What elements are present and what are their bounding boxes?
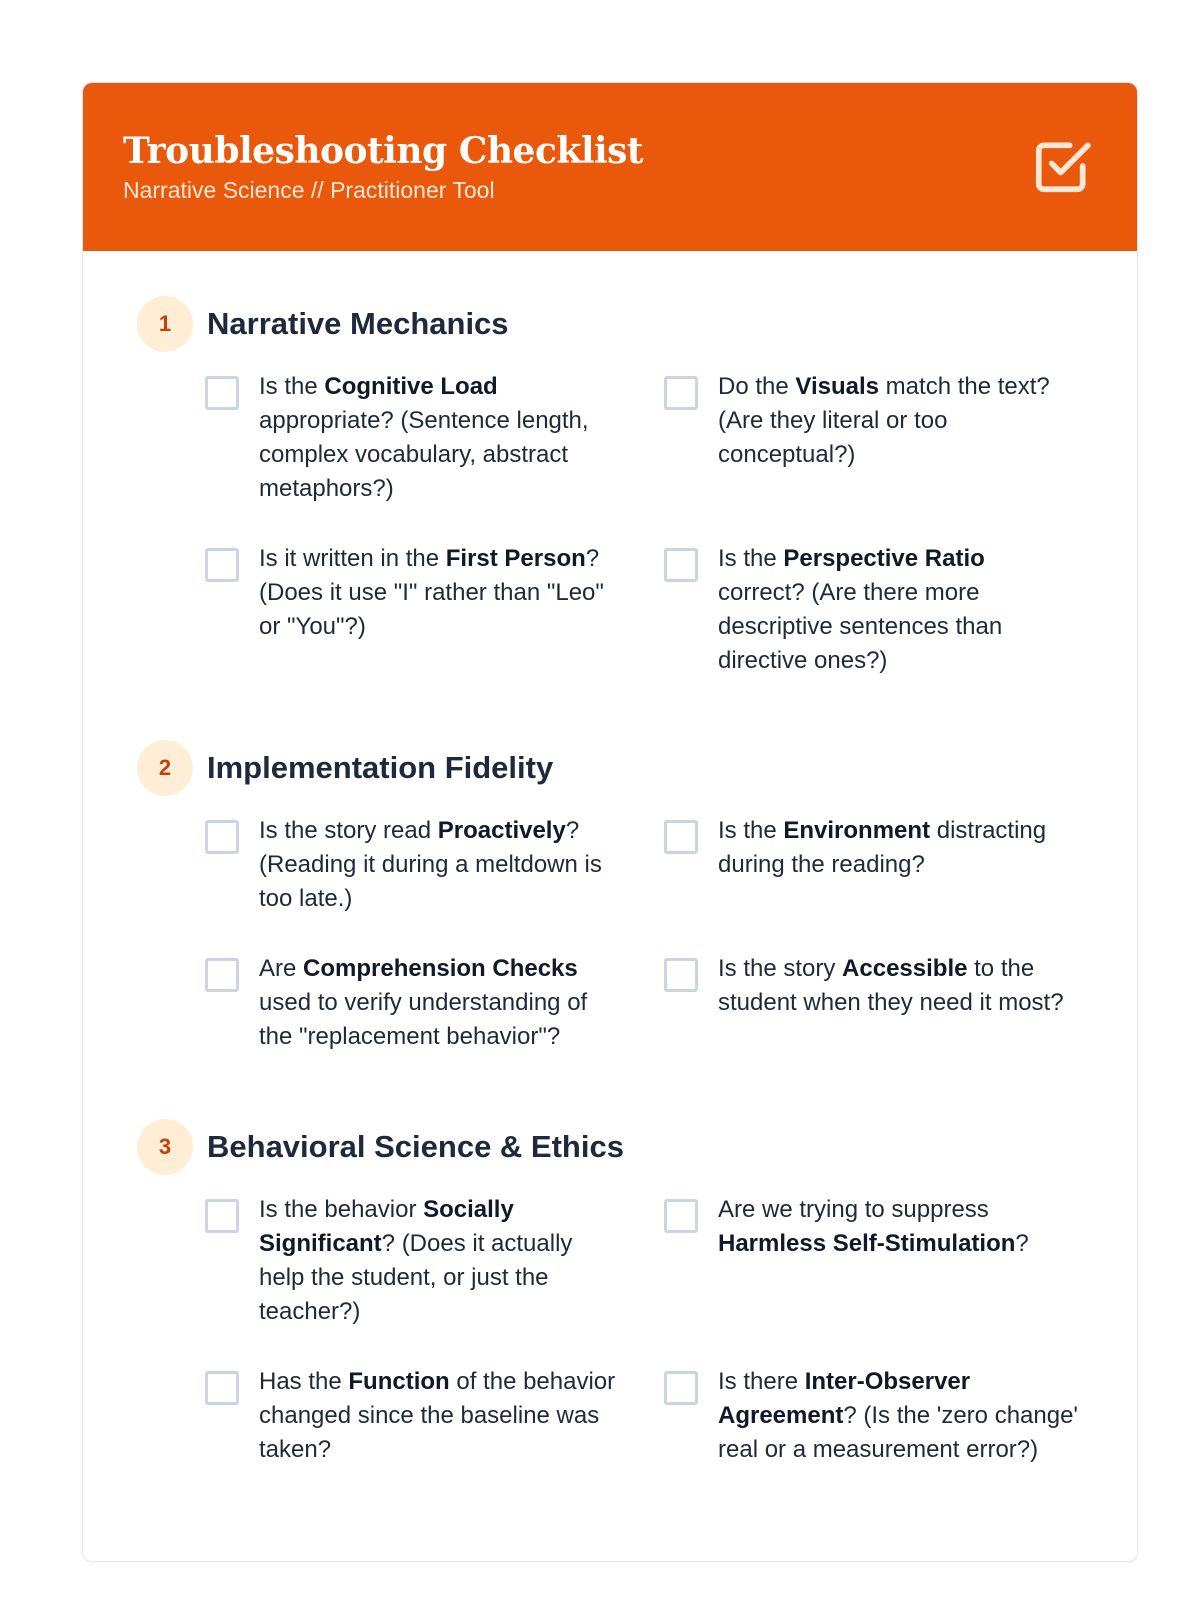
- checklist-item-text: Is the Environment distracting during the reading?: [718, 817, 1047, 878]
- checkbox[interactable]: [664, 376, 698, 410]
- checklist-item-text: Is the story Accessible to the student when they need it most?: [718, 955, 1064, 1016]
- section-behavioral-science-ethics: [137, 1119, 1097, 1503]
- checkbox[interactable]: [205, 820, 239, 854]
- checklist-item-text: Do the Visuals match the text? (Are they literal or too conceptual?): [718, 373, 1050, 468]
- checklist-item-text: Is there Inter-Observer Agreement? (Is the 'zero change' real or a measurement error?): [718, 1368, 1079, 1463]
- checkbox[interactable]: [205, 548, 239, 582]
- section-header: [137, 1119, 1097, 1175]
- checkbox[interactable]: [664, 958, 698, 992]
- checklist-item-text: Is the behavior Socially Significant? (Does it actually help the student, or just the teacher?): [259, 1196, 573, 1325]
- section-number-badge: 3: [137, 1119, 193, 1175]
- page-title: Troubleshooting Checklist: [123, 130, 644, 172]
- checklist-item: [664, 952, 1084, 1054]
- checklist-item: [205, 370, 664, 506]
- checklist-item: [205, 952, 664, 1054]
- checklist-item-text: Is the story read Proactively? (Reading it during a meltdown is too late.): [259, 817, 602, 912]
- section-title: Narrative Mechanics: [207, 306, 509, 341]
- checklist-items: [205, 814, 1097, 1090]
- checklist-item-text: Are Comprehension Checks used to verify understanding of the "replacement behavior"?: [259, 955, 588, 1050]
- checklist-item-text: Is the Perspective Ratio correct? (Are there more descriptive sentences than directive ones?): [718, 545, 1003, 674]
- checkbox[interactable]: [205, 1199, 239, 1233]
- checklist-item-text: Has the Function of the behavior changed since the baseline was taken?: [259, 1368, 616, 1463]
- checkbox[interactable]: [664, 820, 698, 854]
- section-number-badge: 1: [137, 296, 193, 352]
- section-title: Behavioral Science & Ethics: [207, 1129, 624, 1164]
- checklist-item: [664, 1365, 1084, 1467]
- checklist-item-text: Is the Cognitive Load appropriate? (Sentence length, complex vocabulary, abstract metaphors?): [259, 373, 589, 502]
- checklist-item-text: Are we trying to suppress Harmless Self-Stimulation?: [718, 1196, 1029, 1257]
- checklist-item: [205, 1365, 664, 1467]
- checklist-item: [205, 1193, 664, 1329]
- checklist-item-text: Is it written in the First Person? (Does it use "I" rather than "Leo" or "You"?): [259, 545, 604, 640]
- checkbox[interactable]: [664, 1199, 698, 1233]
- checklist-item: [664, 814, 1084, 916]
- section-title: Implementation Fidelity: [207, 750, 554, 785]
- section-narrative-mechanics: [137, 296, 1097, 714]
- checkbox[interactable]: [664, 548, 698, 582]
- card-header: [83, 83, 1137, 251]
- checklist-items: [205, 370, 1097, 714]
- checkbox[interactable]: [664, 1371, 698, 1405]
- checkbox-checked-icon: [1031, 135, 1093, 197]
- checklist-item: [205, 542, 664, 678]
- checklist-item: [664, 542, 1084, 678]
- checklist-items: [205, 1193, 1097, 1503]
- checklist-item: [664, 370, 1084, 506]
- page-subtitle: Narrative Science // Practitioner Tool: [123, 177, 495, 203]
- section-header: [137, 740, 1097, 796]
- checklist-card: [82, 82, 1138, 1562]
- section-implementation-fidelity: [137, 740, 1097, 1090]
- checkbox[interactable]: [205, 958, 239, 992]
- checkbox[interactable]: [205, 1371, 239, 1405]
- section-header: [137, 296, 1097, 352]
- checkbox[interactable]: [205, 376, 239, 410]
- checklist-item: [205, 814, 664, 916]
- checklist-item: [664, 1193, 1084, 1329]
- section-number-badge: 2: [137, 740, 193, 796]
